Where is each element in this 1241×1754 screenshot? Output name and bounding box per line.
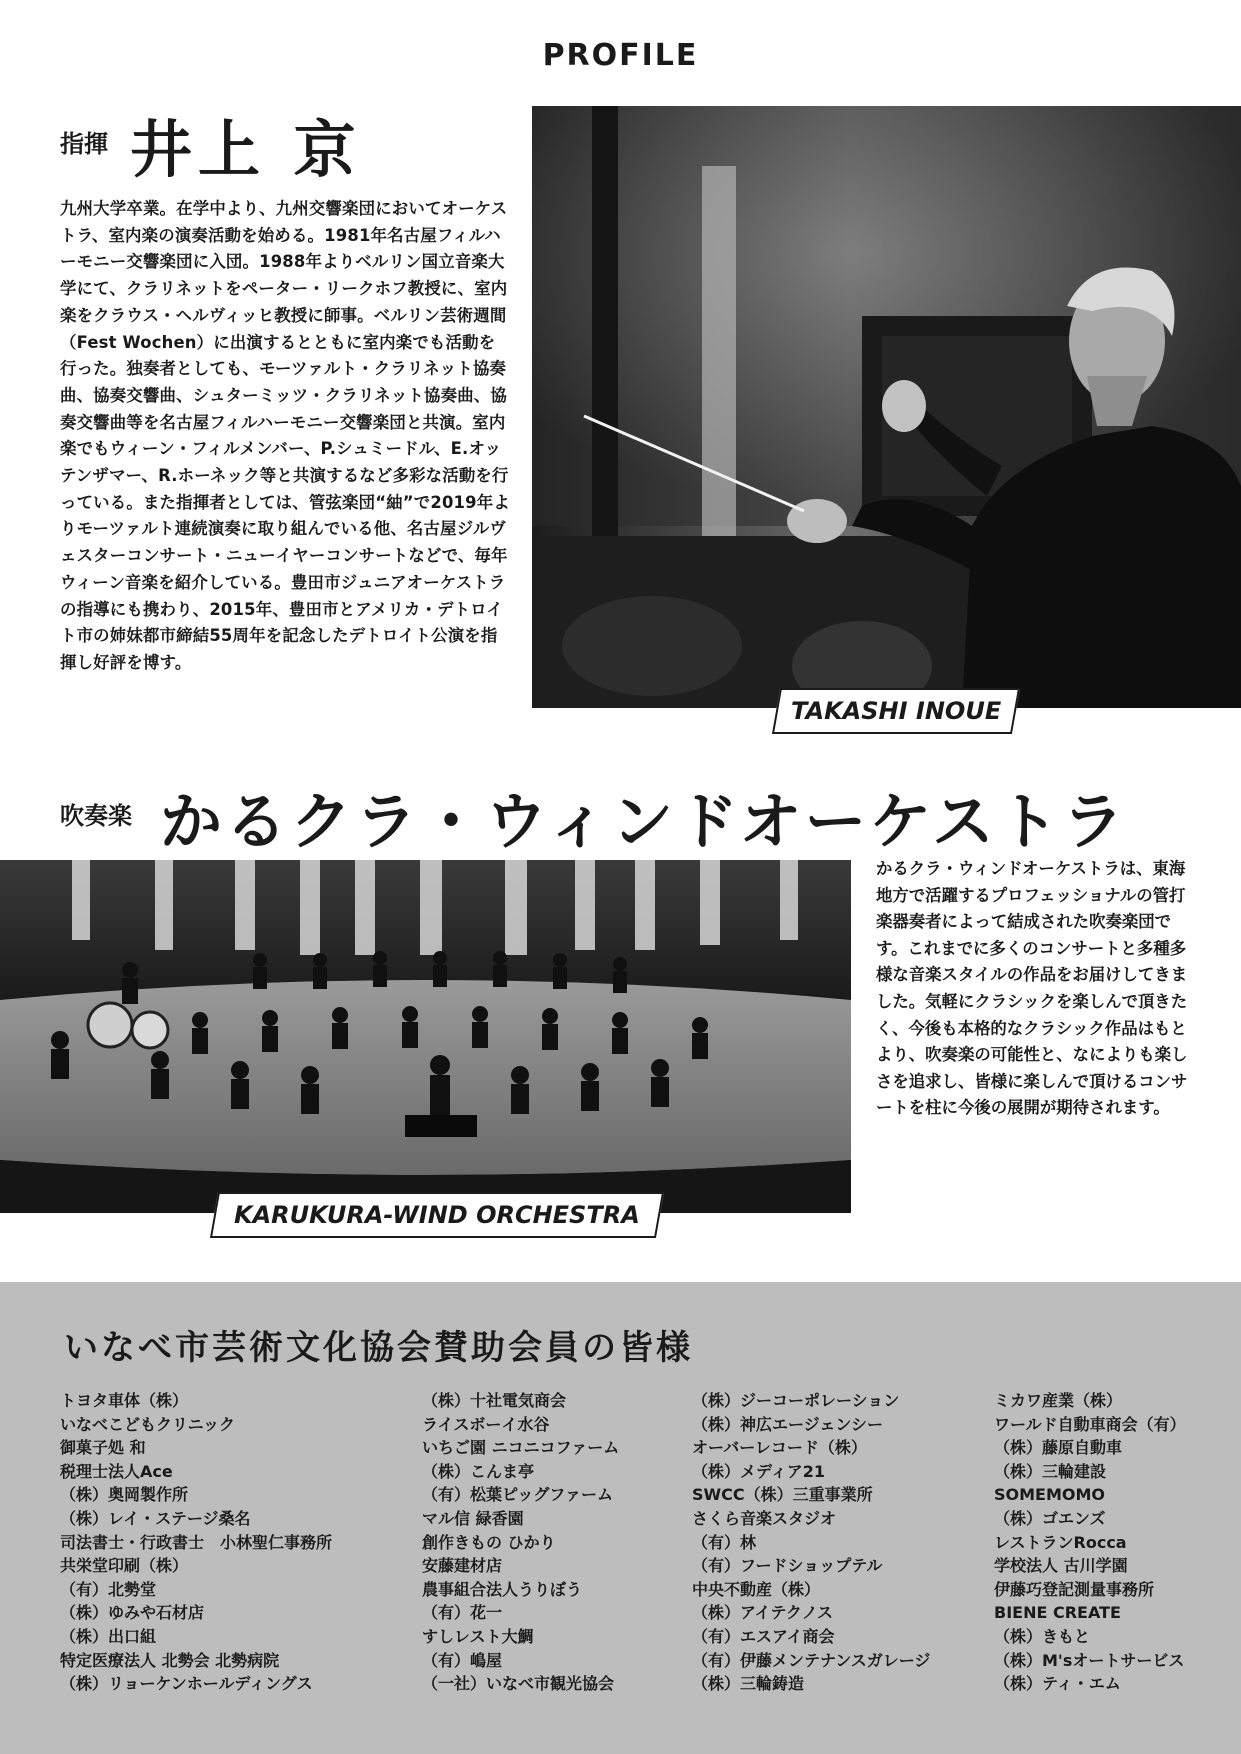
sponsor-item: 創作きもの ひかり — [422, 1532, 556, 1552]
sponsor-list-column-2 — [422, 1389, 619, 1696]
sponsor-item: ワールド自動車商会（有） — [994, 1414, 1186, 1434]
sponsor-item: いなべこどもクリニック — [60, 1414, 236, 1434]
sponsor-item: （株）出口組 — [60, 1626, 157, 1646]
sponsor-item: 中央不動産（株） — [692, 1579, 821, 1599]
sponsor-heading: いなべ市芸術文化協会賛助会員の皆様 — [64, 1328, 693, 1368]
sponsor-item: ライスボーイ水谷 — [422, 1414, 550, 1434]
orchestra-description: かるクラ・ウィンドオーケストラは、東海地方で活躍するプロフェッショナルの管打楽器奏者によって結成された吹奏楽団です。これまでに多くのコンサートと多種多様な音楽スタイルの作品をお届けしてきました。気軽にクラシックを楽しんで頂きたく、今後も本格的なクラシック作品はもとより、吹奏楽の可能性と、なによりも楽しさを追求し、皆様に楽しんで頂けるコンサートを柱に今後の展開が期待されます。 — [876, 859, 1188, 1118]
sponsor-item: （有）林 — [692, 1532, 757, 1552]
sponsor-item: （株）M'sオートサービス — [994, 1650, 1185, 1670]
sponsor-item: 安藤建材店 — [422, 1556, 503, 1576]
sponsor-item: 司法書士・行政書士 小林聖仁事務所 — [60, 1532, 333, 1552]
sponsor-item: SOMEMOMO — [994, 1485, 1106, 1505]
sponsor-item: すしレスト大鯛 — [422, 1626, 534, 1646]
sponsor-item: レストランRocca — [994, 1532, 1127, 1552]
sponsor-item: （有）フードショップテル — [692, 1556, 883, 1576]
orchestra-role-label: 吹奏楽 — [60, 802, 132, 830]
sponsor-item: BIENE CREATE — [994, 1603, 1121, 1623]
sponsor-item: 特定医療法人 北勢会 北勢病院 — [60, 1650, 280, 1670]
sponsor-item: （株）十社電気商会 — [422, 1391, 567, 1410]
sponsor-item: （株）ジーコーポレーション — [692, 1391, 900, 1410]
sponsor-item: （株）リョーケンホールディングス — [60, 1674, 313, 1694]
orchestra-caption — [210, 1192, 664, 1238]
sponsor-item: 伊藤巧登記測量事務所 — [994, 1579, 1155, 1599]
conductor-photo — [532, 106, 1241, 708]
sponsor-item: マル信 緑香園 — [422, 1508, 524, 1528]
sponsor-item: 税理士法人Ace — [60, 1461, 173, 1481]
conductor-caption — [772, 688, 1020, 734]
sponsor-item: （株）メディア21 — [692, 1461, 825, 1481]
sponsor-item: オーバーレコード（株） — [692, 1438, 867, 1458]
sponsor-item: （有）花一 — [422, 1603, 503, 1623]
sponsor-item: （有）松葉ピッグファーム — [422, 1485, 614, 1505]
sponsor-item: （株）ゴエンズ — [994, 1508, 1106, 1528]
sponsor-item: （株）レイ・ステージ桑名 — [60, 1508, 251, 1528]
sponsor-item: （有）エスアイ商会 — [692, 1626, 835, 1646]
sponsor-item: （一社）いなべ市観光協会 — [422, 1674, 615, 1694]
conductor-biography: 九州大学卒業。在学中より、九州交響楽団においてオーケストラ、室内楽の演奏活動を始める。1981年名古屋フィルハーモニー交響楽団に入団。1988年よりベルリン国立音楽大学にて、クラリネットをペーター・リークホフ教授に、室内楽をクラウス・ヘルヴィッヒ教授に師事。ベルリン芸術週間（Fest Wochen）に出演するとともに室内楽でも活動を行った。独奏者としても、モーツァルト・クラリネット協奏曲、協奏交響曲、シュターミッツ・クラリネット協奏曲、協奏交響曲等を名古屋フィルハーモニー交響楽団と共演。室内楽でもウィーン・フィルメンバー、P.シュミードル、E.オッテンザマー、R.ホーネック等と共演するなど多彩な活動を行っている。また指揮者としては、管弦楽団“紬”で2019年よりモーツァルト連続演奏に取り組んでいる他、名古屋ジルヴェスターコンサート・ニューイヤーコンサートなどで、毎年ウィーン音楽を紹介している。豊田市ジュニアオーケストラの指導にも携わり、2015年、豊田市とアメリカ・デトロイト市の姉妹都市締結55周年を記念したデトロイト公演を指揮し好評を博す。 — [60, 199, 510, 672]
conductor-caption-text: TAKASHI INOUE — [790, 697, 1002, 725]
page-title: PROFILE — [542, 38, 699, 73]
orchestra-caption-text: KARUKURA-WIND ORCHESTRA — [234, 1201, 640, 1229]
sponsor-list-column-4 — [994, 1389, 1186, 1696]
orchestra-photo-illustration — [0, 860, 851, 1213]
orchestra-name: かるクラ・ウィンドオーケストラ — [160, 785, 1127, 858]
sponsor-item: いちご園 ニコニコファーム — [422, 1438, 620, 1458]
sponsor-item: SWCC（株）三重事業所 — [692, 1485, 873, 1505]
sponsor-item: （株）藤原自動車 — [994, 1438, 1123, 1458]
sponsor-item: （有）嶋屋 — [422, 1650, 503, 1670]
conductor-role-label: 指揮 — [60, 130, 108, 158]
sponsor-item: ミカワ産業（株） — [994, 1391, 1123, 1410]
sponsor-item: トヨタ車体（株） — [60, 1391, 189, 1410]
sponsor-item: さくら音楽スタジオ — [692, 1508, 837, 1528]
sponsor-item: （株）三輪鋳造 — [692, 1674, 805, 1694]
sponsor-item: 共栄堂印刷（株） — [60, 1556, 189, 1576]
sponsor-item: （株）こんま亭 — [422, 1461, 535, 1481]
sponsor-item: （株）神広エージェンシー — [692, 1414, 883, 1434]
sponsor-item: （株）きもと — [994, 1626, 1091, 1646]
sponsor-item: 農事組合法人うりぼう — [422, 1579, 583, 1599]
sponsor-item: （株）ティ・エム — [994, 1674, 1121, 1694]
sponsor-item: （株）アイテクノス — [692, 1603, 833, 1623]
sponsor-list-column-1 — [60, 1389, 332, 1696]
sponsor-item: （株）三輪建設 — [994, 1461, 1107, 1481]
conductor-photo-illustration — [532, 106, 1241, 708]
orchestra-photo — [0, 860, 851, 1213]
sponsor-item: 御菓子処 和 — [60, 1438, 146, 1458]
sponsor-item: （有）北勢堂 — [60, 1579, 157, 1599]
sponsor-item: （株）奥岡製作所 — [60, 1485, 189, 1505]
sponsor-item: （株）ゆみや石材店 — [60, 1603, 205, 1623]
sponsor-item: （有）伊藤メンテナンスガレージ — [692, 1650, 931, 1670]
sponsor-item: 学校法人 古川学園 — [994, 1556, 1128, 1576]
sponsor-list-column-3 — [692, 1389, 930, 1696]
conductor-name: 井上 京 — [130, 113, 362, 186]
